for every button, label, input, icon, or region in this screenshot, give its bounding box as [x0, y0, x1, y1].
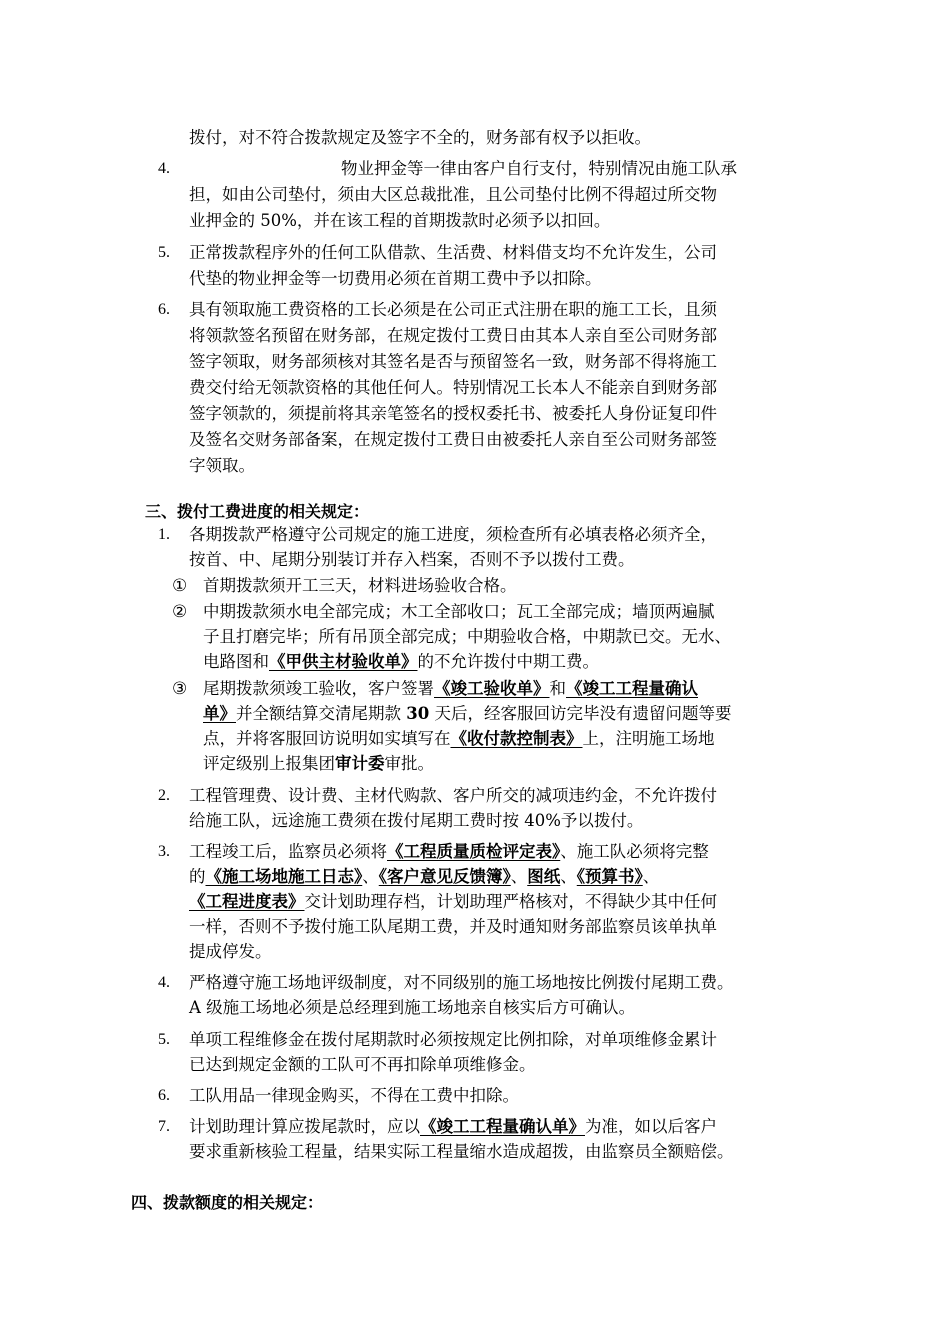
list-number: 4.: [158, 160, 170, 177]
paragraph-line: 首期拨款须开工三天，材料进场验收合格。: [203, 576, 517, 595]
paragraph-line: 按首、中、尾期分别装订并存入档案，否则不予以拨付工费。: [189, 550, 635, 569]
paragraph-line: 各期拨款严格遵守公司规定的施工进度，须检查所有必填表格必须齐全，: [189, 525, 717, 544]
circled-number: ③: [172, 679, 188, 698]
text-run: 点，并将客服回访说明如实填写在: [203, 729, 451, 748]
paragraph-line: 子且打磨完毕；所有吊顶全部完成；中期验收合格，中期款已交。无水、: [203, 627, 731, 646]
paragraph-line: 具有领取施工费资格的工长必须是在公司正式注册在职的施工工长，且须: [189, 300, 717, 319]
list-number: 1.: [158, 526, 170, 543]
paragraph-line: 正常拨款程序外的任何工队借款、生活费、材料借支均不允许发生，公司: [189, 243, 717, 262]
paragraph-line: 及签名交财务部备案，在规定拨付工费日由被委托人亲自至公司财务部签: [189, 430, 717, 449]
list-number: 6.: [158, 301, 170, 318]
paragraph-line: 工队用品一律现金购买，不得在工费中扣除。: [189, 1086, 519, 1105]
text-run: 的不允许拨付中期工费。: [417, 652, 599, 671]
list-number: 2.: [158, 787, 170, 804]
paragraph-line: [203, 727, 715, 751]
list-number: 5.: [158, 244, 170, 261]
paragraph-line: 给施工队，远途施工费须在拨付尾期工费时按 40%予以拨付。: [189, 811, 644, 830]
text-run: 上，注明施工场地: [582, 729, 715, 748]
paragraph-line: [189, 1115, 717, 1139]
paragraph-line: [203, 650, 599, 674]
paragraph-line: 已达到规定金额的工队可不再扣除单项维修金。: [189, 1055, 536, 1074]
text-run: 评定级别上报集团: [203, 754, 335, 773]
form-reference: 《甲供主材验收单》: [269, 652, 418, 671]
text-run: 、施工队必须将完整: [560, 842, 709, 861]
paragraph-line: 将领款签名预留在财务部，在规定拨付工费日由其本人亲自至公司财务部: [189, 326, 717, 345]
form-reference: 《收付款控制表》: [450, 729, 583, 748]
paragraph-line: [203, 702, 731, 726]
paragraph-line: 签字领取，财务部须核对其签名是否与预留签名一致，财务部不得将施工: [189, 352, 717, 371]
text-run: 尾期拨款须竣工验收，客户签署: [203, 679, 434, 698]
list-number: 7.: [158, 1118, 170, 1135]
paragraph-line: 字领取。: [189, 456, 255, 475]
paragraph-line: 单项工程维修金在拨付尾期款时必须按规定比例扣除，对单项维修金累计: [189, 1030, 717, 1049]
days-number: 30: [406, 704, 430, 723]
text-run: 审批。: [384, 754, 434, 773]
paragraph-line: [189, 890, 717, 914]
paragraph-line: [189, 840, 709, 864]
form-reference: 《竣工工程量确认: [566, 679, 698, 698]
list-number: 4.: [158, 974, 170, 991]
bold-term: 审计委: [335, 754, 385, 773]
paragraph-line: 严格遵守施工场地评级制度，对不同级别的施工场地按比例拨付尾期工费。: [189, 973, 734, 992]
paragraph-line: 工程管理费、设计费、主材代购款、客户所交的减项违约金，不允许拨付: [189, 786, 717, 805]
text-run: 并全额结算交清尾期款: [236, 704, 407, 723]
text-run: 交计划助理存档，计划助理严格核对，不得缺少其中任何: [304, 892, 717, 911]
text-run: 为准，如以后客户: [585, 1117, 717, 1136]
text-run: 工程竣工后，监察员必须将: [189, 842, 387, 861]
paragraph-line: 一样，否则不予拨付施工队尾期工费，并及时通知财务部监察员该单执单: [189, 917, 717, 936]
paragraph-line: 代垫的物业押金等一切费用必须在首期工费中予以扣除。: [189, 269, 602, 288]
form-reference: 单》: [203, 704, 236, 723]
form-reference: 《预算书》: [576, 867, 643, 886]
section-heading: 三、拨付工费进度的相关规定：: [145, 502, 370, 521]
paragraph-line: [203, 677, 698, 701]
paragraph-line: 提成停发。: [189, 942, 272, 961]
paragraph-line: 拨付，对不符合拨款规定及签字不全的，财务部有权予以拒收。: [189, 128, 651, 147]
paragraph-line: [203, 752, 434, 776]
circled-number: ①: [172, 576, 188, 595]
paragraph-line: [189, 865, 659, 889]
text-run: 、: [510, 867, 528, 886]
form-reference: 《竣工工程量确认单》: [420, 1117, 585, 1136]
form-reference: 《工程进度表》: [189, 892, 305, 911]
paragraph-line: 签字领款的，须提前将其亲笔签名的授权委托书、被委托人身份证复印件: [189, 404, 717, 423]
text-run: 、: [560, 867, 577, 886]
text-run: 、: [362, 867, 379, 886]
text-run: 的: [189, 867, 206, 886]
paragraph-line: 担，如由公司垫付，须由大区总裁批准，且公司垫付比例不得超过所交物: [189, 185, 717, 204]
section-heading: 四、拨款额度的相关规定：: [131, 1193, 324, 1212]
form-reference: 《工程质量质检评定表》: [387, 842, 561, 861]
paragraph-line: 业押金的 50%，并在该工程的首期拨款时必须予以扣回。: [189, 211, 611, 230]
circled-number: ②: [172, 602, 188, 621]
list-number: 3.: [158, 843, 170, 860]
list-number: 6.: [158, 1087, 170, 1104]
paragraph-line: 物业押金等一律由客户自行支付，特别情况由施工队承: [341, 159, 737, 178]
list-number: 5.: [158, 1031, 170, 1048]
paragraph-line: 要求重新核验工程量，结果实际工程量缩水造成超拨，由监察员全额赔偿。: [189, 1142, 734, 1161]
form-reference: 《施工场地施工日志》: [205, 867, 363, 886]
text-run: 计划助理计算应拨尾款时，应以: [189, 1117, 420, 1136]
text-run: 电路图和: [203, 652, 269, 671]
paragraph-line: A 级施工场地必须是总经理到施工场地亲自核实后方可确认。: [189, 998, 636, 1017]
form-reference: 图纸: [527, 867, 561, 886]
form-reference: 《客户意见反馈簿》: [378, 867, 511, 886]
paragraph-line: 费交付给无领款资格的其他任何人。特别情况工长本人不能亲自到财务部: [189, 378, 717, 397]
paragraph-line: 中期拨款须水电全部完成；木工全部收口；瓦工全部完成；墙顶两遍腻: [203, 602, 715, 621]
form-reference: 《竣工验收单》: [434, 679, 550, 698]
text-run: 、: [642, 867, 660, 886]
text-run: 天后，经客服回访完毕没有遗留问题等要: [429, 704, 732, 723]
text-run: 和: [549, 679, 566, 698]
